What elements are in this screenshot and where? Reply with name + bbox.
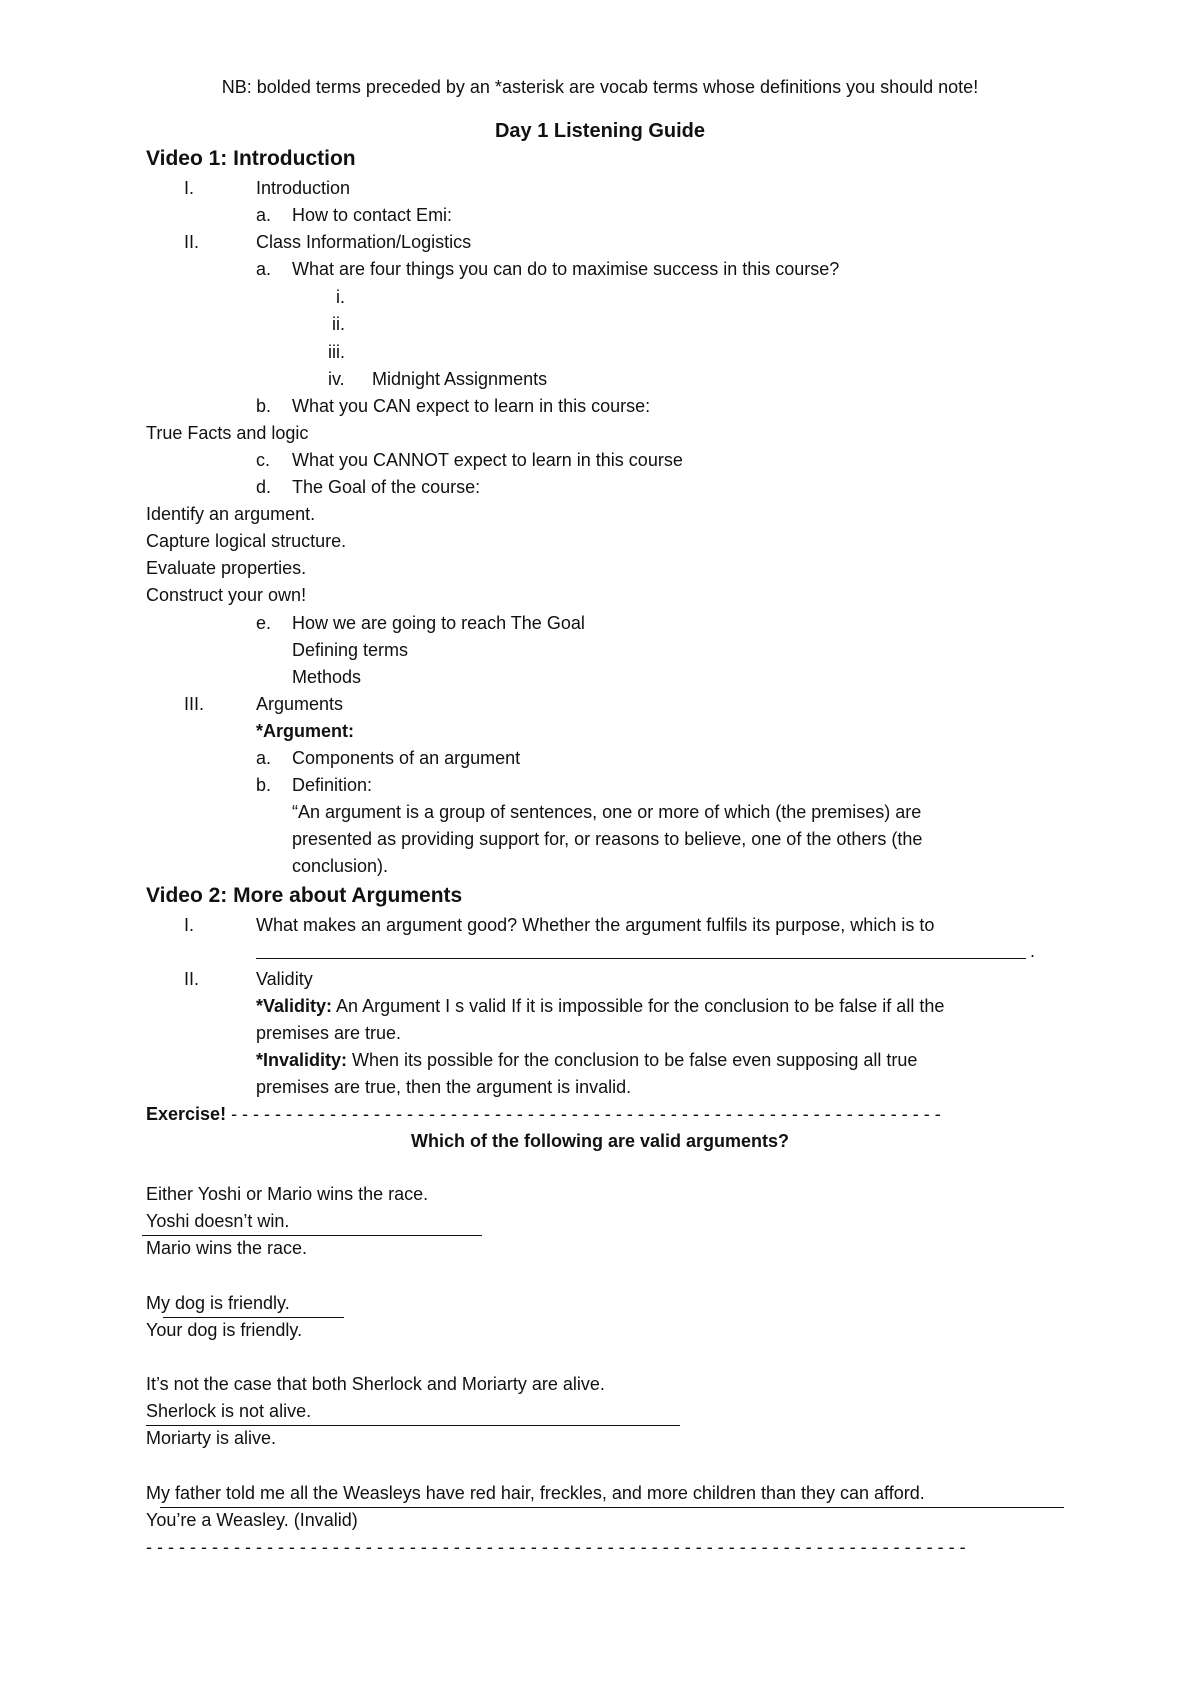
vocab-term: *Invalidity: [256, 1050, 348, 1070]
outline-letter: b. [256, 396, 272, 416]
definition-line: “An argument is a group of sentences, one or more of which (the premises) are [292, 802, 922, 822]
vocab-term: *Argument: [256, 721, 354, 741]
definition-text: An Argument I s valid If it is impossible for the conclusion to be false if all the [332, 996, 945, 1016]
outline-letter: a. [256, 259, 272, 279]
argument-conclusion: You’re a Weasley. (Invalid) [146, 1510, 358, 1530]
dashed-separator: - - - - - - - - - - - - - - - - - - - - - - - - - - - - - - - - - - - - - - - - - - - - - - - - - - - - - - - - - - - - - - - - - - - - - - - - - - - [146, 1537, 966, 1557]
outline-number: II. [184, 969, 200, 989]
definition-text: When its possible for the conclusion to be false even supposing all true [347, 1050, 918, 1070]
goal-item: Identify an argument. [146, 504, 316, 524]
conclusion-line [146, 1425, 680, 1426]
outline-number: II. [184, 232, 200, 252]
outline-letter: c. [256, 450, 271, 470]
outline-number: I. [184, 178, 195, 198]
video1-heading: Video 1: Introduction [146, 147, 356, 170]
argument-premise: My father told me all the Weasleys have red hair, freckles, and more children than they can afford. [146, 1483, 925, 1503]
outline-item: How we are going to reach The Goal [292, 613, 585, 633]
outline-letter: a. [256, 748, 272, 768]
argument-premise: Yoshi doesn’t win. [146, 1211, 290, 1231]
outline-item: What you CANNOT expect to learn in this course [292, 450, 683, 470]
argument-premise: My dog is friendly. [146, 1293, 290, 1313]
outline-item: Components of an argument [292, 748, 521, 768]
dashed-separator: - - - - - - - - - - - - - - - - - - - - - - - - - - - - - - - - - - - - - - - - - - - - - - - - - - - - - - - - - - - - - - - - - [226, 1104, 941, 1124]
definition-line: presented as providing support for, or reasons to believe, one of the others (the [292, 829, 923, 849]
outline-item: Validity [256, 969, 313, 989]
outline-item: Midnight Assignments [372, 369, 548, 389]
outline-subitem: Defining terms [292, 640, 409, 660]
roman-numeral: iv. [328, 369, 345, 389]
goal-item: Capture logical structure. [146, 531, 347, 551]
outline-item: What makes an argument good? Whether the argument fulfils its purpose, which is to [256, 915, 935, 935]
roman-numeral: iii. [328, 342, 345, 362]
definition-line: conclusion). [292, 856, 389, 876]
outline-item: Class Information/Logistics [256, 232, 472, 252]
argument-premise: Sherlock is not alive. [146, 1401, 312, 1421]
outline-letter: a. [256, 205, 272, 225]
conclusion-line [160, 1507, 1064, 1508]
argument-conclusion: Moriarty is alive. [146, 1428, 277, 1448]
outline-item: Arguments [256, 694, 344, 714]
conclusion-line [142, 1235, 482, 1236]
outline-letter: d. [256, 477, 272, 497]
argument-premise: Either Yoshi or Mario wins the race. [146, 1184, 429, 1204]
video2-heading: Video 2: More about Arguments [146, 884, 463, 907]
outline-letter: b. [256, 775, 272, 795]
answer-blank-period: . [1030, 941, 1036, 961]
argument-conclusion: Your dog is friendly. [146, 1320, 303, 1340]
outline-item: The Goal of the course: [292, 477, 481, 497]
outline-item: What are four things you can do to maximise success in this course? [292, 259, 840, 279]
exercise-label: Exercise! [146, 1104, 227, 1124]
argument-premise: It’s not the case that both Sherlock and Moriarty are alive. [146, 1374, 605, 1394]
conclusion-line [163, 1317, 344, 1318]
invalidity-definition [256, 1049, 917, 1071]
vocab-term: *Validity: [256, 996, 333, 1016]
definition-line: premises are true. [256, 1023, 402, 1043]
outline-item: What you CAN expect to learn in this course: [292, 396, 651, 416]
roman-numeral: ii. [332, 314, 345, 334]
outline-item: How to contact Emi: [292, 205, 453, 225]
answer-blank-line [256, 958, 1026, 959]
roman-numeral: i. [336, 287, 345, 307]
outline-number: I. [184, 915, 195, 935]
argument-conclusion: Mario wins the race. [146, 1238, 308, 1258]
goal-item: Evaluate properties. [146, 558, 307, 578]
exercise-question: Which of the following are valid arguments? [410, 1131, 790, 1151]
outline-item: Introduction [256, 178, 351, 198]
goal-item: Construct your own! [146, 585, 307, 605]
validity-definition [256, 995, 944, 1017]
vocab-note: NB: bolded terms preceded by an *asterisk are vocab terms whose definitions you should note! [221, 77, 979, 97]
outline-item: Definition: [292, 775, 373, 795]
outline-subitem: Methods [292, 667, 362, 687]
answer-text: True Facts and logic [146, 423, 309, 443]
page-title: Day 1 Listening Guide [494, 120, 706, 142]
definition-line: premises are true, then the argument is invalid. [256, 1077, 632, 1097]
exercise-header [146, 1103, 941, 1125]
outline-number: III. [184, 694, 205, 714]
outline-letter: e. [256, 613, 272, 633]
